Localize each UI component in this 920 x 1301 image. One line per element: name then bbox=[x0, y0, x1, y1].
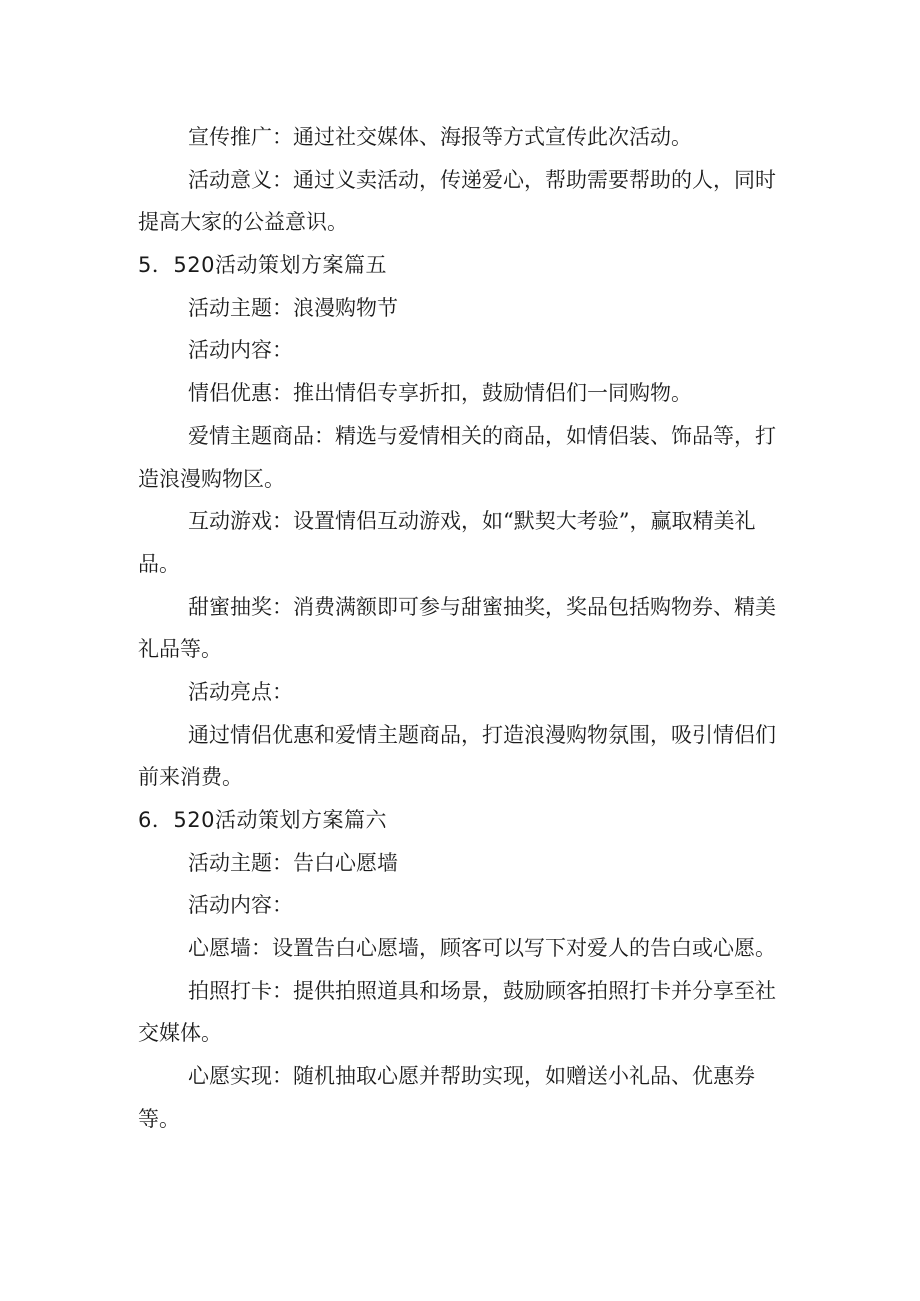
paragraph-love-goods: 爱情主题商品：精选与爱情相关的商品，如情侣装、饰品等，打 bbox=[188, 423, 776, 448]
paragraph-sweet-lottery: 甜蜜抽奖：消费满额即可参与甜蜜抽奖，奖品包括购物券、精美 bbox=[188, 594, 776, 619]
paragraph-wish-fulfill: 心愿实现：随机抽取心愿并帮助实现，如赠送小礼品、优惠券 bbox=[188, 1064, 755, 1089]
paragraph-love-goods-cont: 造浪漫购物区。 bbox=[138, 466, 285, 491]
section-heading-6: 6．520活动策划方案篇六 bbox=[138, 808, 387, 832]
paragraph-wish-fulfill-cont: 等。 bbox=[138, 1106, 180, 1131]
paragraph-photo-checkin: 拍照打卡：提供拍照道具和场景，鼓励顾客拍照打卡并分享至社 bbox=[188, 978, 776, 1003]
paragraph-photo-checkin-cont: 交媒体。 bbox=[138, 1021, 222, 1046]
paragraph-significance-cont: 提高大家的公益意识。 bbox=[138, 210, 348, 235]
paragraph-interactive-game-cont: 品。 bbox=[138, 551, 180, 576]
paragraph-highlights-label: 活动亮点： bbox=[188, 679, 293, 704]
paragraph-theme-5: 活动主题：浪漫购物节 bbox=[188, 295, 398, 320]
section-heading-5: 5．520活动策划方案篇五 bbox=[138, 253, 387, 278]
paragraph-publicity: 宣传推广：通过社交媒体、海报等方式宣传此次活动。 bbox=[188, 125, 692, 149]
paragraph-highlights: 通过情侣优惠和爱情主题商品，打造浪漫购物氛围，吸引情侣们 bbox=[188, 722, 776, 747]
paragraph-interactive-game: 互动游戏：设置情侣互动游戏，如“默契大考验”，赢取精美礼 bbox=[188, 509, 756, 534]
paragraph-theme-6: 活动主题：告白心愿墙 bbox=[188, 850, 398, 875]
paragraph-sweet-lottery-cont: 礼品等。 bbox=[138, 637, 222, 662]
paragraph-couple-discount: 情侣优惠：推出情侣专享折扣，鼓励情侣们一同购物。 bbox=[188, 381, 692, 406]
paragraph-content-label-5: 活动内容： bbox=[188, 338, 293, 363]
document-body bbox=[138, 116, 790, 1141]
paragraph-wish-wall: 心愿墙：设置告白心愿墙，顾客可以写下对爱人的告白或心愿。 bbox=[188, 936, 776, 961]
paragraph-highlights-cont: 前来消费。 bbox=[138, 765, 243, 790]
paragraph-significance: 活动意义：通过义卖活动，传递爱心，帮助需要帮助的人，同时 bbox=[188, 167, 776, 192]
paragraph-content-label-6: 活动内容： bbox=[188, 893, 293, 918]
